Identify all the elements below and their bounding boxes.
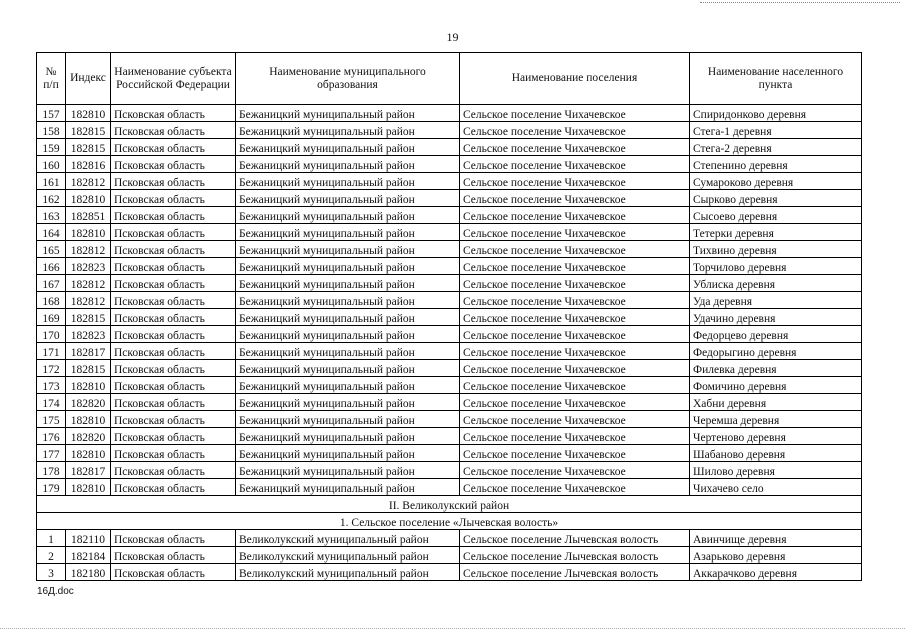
row-number: 163	[37, 207, 66, 224]
row-number: 2	[37, 547, 66, 564]
row-subject: Псковская область	[111, 394, 236, 411]
row-municipality: Бежаницкий муниципальный район	[236, 224, 460, 241]
table-body-bezhanitsky	[37, 105, 862, 496]
row-locality: Ублиска деревня	[690, 275, 862, 292]
table-row	[37, 428, 862, 445]
row-municipality: Бежаницкий муниципальный район	[236, 377, 460, 394]
row-index: 182823	[66, 258, 111, 275]
row-number: 3	[37, 564, 66, 581]
table-row	[37, 190, 862, 207]
row-municipality: Бежаницкий муниципальный район	[236, 360, 460, 377]
row-number: 159	[37, 139, 66, 156]
row-settlement: Сельское поселение Чихачевское	[460, 173, 690, 190]
row-municipality: Бежаницкий муниципальный район	[236, 105, 460, 122]
row-settlement: Сельское поселение Чихачевское	[460, 122, 690, 139]
row-index: 182820	[66, 394, 111, 411]
row-index: 182810	[66, 190, 111, 207]
row-settlement: Сельское поселение Чихачевское	[460, 411, 690, 428]
row-municipality: Бежаницкий муниципальный район	[236, 173, 460, 190]
row-number: 176	[37, 428, 66, 445]
row-locality: Азарьково деревня	[690, 547, 862, 564]
row-locality: Шабаново деревня	[690, 445, 862, 462]
row-settlement: Сельское поселение Чихачевское	[460, 241, 690, 258]
section-row-settlement	[37, 513, 862, 530]
row-municipality: Бежаницкий муниципальный район	[236, 428, 460, 445]
row-locality: Чихачево село	[690, 479, 862, 496]
register-table	[36, 52, 862, 581]
table-row	[37, 139, 862, 156]
row-subject: Псковская область	[111, 428, 236, 445]
row-subject: Псковская область	[111, 326, 236, 343]
row-subject: Псковская область	[111, 156, 236, 173]
header-settlement: Наименование поселения	[460, 53, 690, 105]
row-index: 182810	[66, 377, 111, 394]
row-locality: Сырково деревня	[690, 190, 862, 207]
row-locality: Чертеново деревня	[690, 428, 862, 445]
row-index: 182810	[66, 224, 111, 241]
row-number: 178	[37, 462, 66, 479]
row-subject: Псковская область	[111, 190, 236, 207]
footer-filename: 16Д.doc	[37, 586, 74, 597]
row-number: 164	[37, 224, 66, 241]
row-number: 158	[37, 122, 66, 139]
row-index: 182823	[66, 326, 111, 343]
row-locality: Аккарачково деревня	[690, 564, 862, 581]
row-settlement: Сельское поселение Лычевская волость	[460, 530, 690, 547]
row-index: 182851	[66, 207, 111, 224]
row-number: 157	[37, 105, 66, 122]
table-row	[37, 445, 862, 462]
row-settlement: Сельское поселение Чихачевское	[460, 224, 690, 241]
row-locality: Хабни деревня	[690, 394, 862, 411]
row-municipality: Бежаницкий муниципальный район	[236, 190, 460, 207]
row-locality: Уда деревня	[690, 292, 862, 309]
row-index: 182815	[66, 139, 111, 156]
row-index: 182812	[66, 173, 111, 190]
row-number: 172	[37, 360, 66, 377]
row-index: 182815	[66, 360, 111, 377]
row-locality: Шилово деревня	[690, 462, 862, 479]
row-municipality: Великолукский муниципальный район	[236, 547, 460, 564]
row-index: 182820	[66, 428, 111, 445]
row-locality: Сысоево деревня	[690, 207, 862, 224]
table-row	[37, 411, 862, 428]
row-settlement: Сельское поселение Чихачевское	[460, 258, 690, 275]
row-settlement: Сельское поселение Чихачевское	[460, 360, 690, 377]
row-municipality: Великолукский муниципальный район	[236, 530, 460, 547]
row-municipality: Бежаницкий муниципальный район	[236, 343, 460, 360]
row-subject: Псковская область	[111, 411, 236, 428]
row-subject: Псковская область	[111, 564, 236, 581]
row-number: 162	[37, 190, 66, 207]
page-number: 19	[446, 30, 459, 44]
row-subject: Псковская область	[111, 360, 236, 377]
row-settlement: Сельское поселение Чихачевское	[460, 479, 690, 496]
row-number: 168	[37, 292, 66, 309]
row-subject: Псковская область	[111, 547, 236, 564]
row-number: 173	[37, 377, 66, 394]
row-settlement: Сельское поселение Чихачевское	[460, 207, 690, 224]
row-subject: Псковская область	[111, 445, 236, 462]
row-locality: Фомичино деревня	[690, 377, 862, 394]
row-locality: Сумароково деревня	[690, 173, 862, 190]
row-index: 182810	[66, 411, 111, 428]
row-index: 182812	[66, 275, 111, 292]
table-body-velikoluksky	[37, 530, 862, 581]
table-row	[37, 377, 862, 394]
header-num: № п/п	[37, 53, 66, 105]
table-row	[37, 122, 862, 139]
row-locality: Стега-2 деревня	[690, 139, 862, 156]
table-row	[37, 343, 862, 360]
row-locality: Черемша деревня	[690, 411, 862, 428]
row-number: 161	[37, 173, 66, 190]
table-row	[37, 564, 862, 581]
row-settlement: Сельское поселение Чихачевское	[460, 428, 690, 445]
table-row	[37, 241, 862, 258]
row-settlement: Сельское поселение Лычевская волость	[460, 564, 690, 581]
row-subject: Псковская область	[111, 207, 236, 224]
row-subject: Псковская область	[111, 309, 236, 326]
row-number: 169	[37, 309, 66, 326]
row-subject: Псковская область	[111, 275, 236, 292]
row-subject: Псковская область	[111, 258, 236, 275]
table-row	[37, 394, 862, 411]
row-settlement: Сельское поселение Чихачевское	[460, 105, 690, 122]
scan-artifact-bottom	[0, 628, 905, 629]
row-locality: Тихвино деревня	[690, 241, 862, 258]
header-municipality: Наименование муниципального образования	[236, 53, 460, 105]
row-municipality: Бежаницкий муниципальный район	[236, 207, 460, 224]
row-municipality: Бежаницкий муниципальный район	[236, 292, 460, 309]
row-locality: Торчилово деревня	[690, 258, 862, 275]
header-subject: Наименование субъекта Российской Федерации	[111, 53, 236, 105]
table-row	[37, 173, 862, 190]
row-locality: Удачино деревня	[690, 309, 862, 326]
row-locality: Федорцево деревня	[690, 326, 862, 343]
row-index: 182816	[66, 156, 111, 173]
row-settlement: Сельское поселение Чихачевское	[460, 445, 690, 462]
row-index: 182812	[66, 241, 111, 258]
row-index: 182810	[66, 479, 111, 496]
row-subject: Псковская область	[111, 139, 236, 156]
table-row	[37, 292, 862, 309]
row-settlement: Сельское поселение Чихачевское	[460, 156, 690, 173]
row-municipality: Бежаницкий муниципальный район	[236, 479, 460, 496]
row-municipality: Бежаницкий муниципальный район	[236, 241, 460, 258]
row-subject: Псковская область	[111, 173, 236, 190]
row-index: 182180	[66, 564, 111, 581]
row-settlement: Сельское поселение Лычевская волость	[460, 547, 690, 564]
section-settlement: 1. Сельское поселение «Лычевская волость»	[37, 513, 862, 530]
row-locality: Авинчище деревня	[690, 530, 862, 547]
row-municipality: Бежаницкий муниципальный район	[236, 394, 460, 411]
row-municipality: Бежаницкий муниципальный район	[236, 258, 460, 275]
row-locality: Спиридонково деревня	[690, 105, 862, 122]
row-municipality: Великолукский муниципальный район	[236, 564, 460, 581]
row-municipality: Бежаницкий муниципальный район	[236, 445, 460, 462]
row-number: 167	[37, 275, 66, 292]
row-settlement: Сельское поселение Чихачевское	[460, 343, 690, 360]
row-locality: Степенино деревня	[690, 156, 862, 173]
table-row	[37, 105, 862, 122]
header-locality: Наименование населенного пункта	[690, 53, 862, 105]
row-number: 177	[37, 445, 66, 462]
row-number: 166	[37, 258, 66, 275]
row-settlement: Сельское поселение Чихачевское	[460, 275, 690, 292]
table-row	[37, 547, 862, 564]
row-locality: Филевка деревня	[690, 360, 862, 377]
table-row	[37, 530, 862, 547]
row-settlement: Сельское поселение Чихачевское	[460, 394, 690, 411]
row-settlement: Сельское поселение Чихачевское	[460, 190, 690, 207]
row-index: 182810	[66, 445, 111, 462]
row-municipality: Бежаницкий муниципальный район	[236, 411, 460, 428]
table-row	[37, 224, 862, 241]
header-index: Индекс	[66, 53, 111, 105]
row-index: 182817	[66, 343, 111, 360]
table-row	[37, 309, 862, 326]
row-number: 170	[37, 326, 66, 343]
row-settlement: Сельское поселение Чихачевское	[460, 309, 690, 326]
row-index: 182817	[66, 462, 111, 479]
table-row	[37, 462, 862, 479]
row-municipality: Бежаницкий муниципальный район	[236, 156, 460, 173]
row-number: 165	[37, 241, 66, 258]
row-index: 182810	[66, 105, 111, 122]
table-row	[37, 258, 862, 275]
row-subject: Псковская область	[111, 462, 236, 479]
row-settlement: Сельское поселение Чихачевское	[460, 326, 690, 343]
row-settlement: Сельское поселение Чихачевское	[460, 462, 690, 479]
row-subject: Псковская область	[111, 224, 236, 241]
row-number: 160	[37, 156, 66, 173]
row-settlement: Сельское поселение Чихачевское	[460, 377, 690, 394]
row-index: 182812	[66, 292, 111, 309]
row-municipality: Бежаницкий муниципальный район	[236, 326, 460, 343]
table-header-row	[37, 53, 862, 105]
row-locality: Федорыгино деревня	[690, 343, 862, 360]
row-municipality: Бежаницкий муниципальный район	[236, 122, 460, 139]
row-subject: Псковская область	[111, 343, 236, 360]
row-municipality: Бежаницкий муниципальный район	[236, 139, 460, 156]
row-locality: Стега-1 деревня	[690, 122, 862, 139]
row-municipality: Бежаницкий муниципальный район	[236, 462, 460, 479]
row-settlement: Сельское поселение Чихачевское	[460, 292, 690, 309]
row-subject: Псковская область	[111, 479, 236, 496]
row-subject: Псковская область	[111, 530, 236, 547]
row-subject: Псковская область	[111, 122, 236, 139]
table-row	[37, 360, 862, 377]
row-municipality: Бежаницкий муниципальный район	[236, 309, 460, 326]
row-index: 182184	[66, 547, 111, 564]
table-row	[37, 479, 862, 496]
row-subject: Псковская область	[111, 241, 236, 258]
table-row	[37, 275, 862, 292]
row-number: 175	[37, 411, 66, 428]
row-index: 182815	[66, 309, 111, 326]
row-subject: Псковская область	[111, 105, 236, 122]
row-number: 179	[37, 479, 66, 496]
scan-artifact-top	[700, 2, 900, 3]
row-subject: Псковская область	[111, 377, 236, 394]
row-locality: Тетерки деревня	[690, 224, 862, 241]
row-number: 1	[37, 530, 66, 547]
section-row-district	[37, 496, 862, 513]
table-row	[37, 156, 862, 173]
row-number: 171	[37, 343, 66, 360]
row-index: 182815	[66, 122, 111, 139]
table-sections	[37, 496, 862, 530]
row-municipality: Бежаницкий муниципальный район	[236, 275, 460, 292]
table-row	[37, 326, 862, 343]
section-district: II. Великолукский район	[37, 496, 862, 513]
row-settlement: Сельское поселение Чихачевское	[460, 139, 690, 156]
table-row	[37, 207, 862, 224]
row-subject: Псковская область	[111, 292, 236, 309]
row-number: 174	[37, 394, 66, 411]
row-index: 182110	[66, 530, 111, 547]
